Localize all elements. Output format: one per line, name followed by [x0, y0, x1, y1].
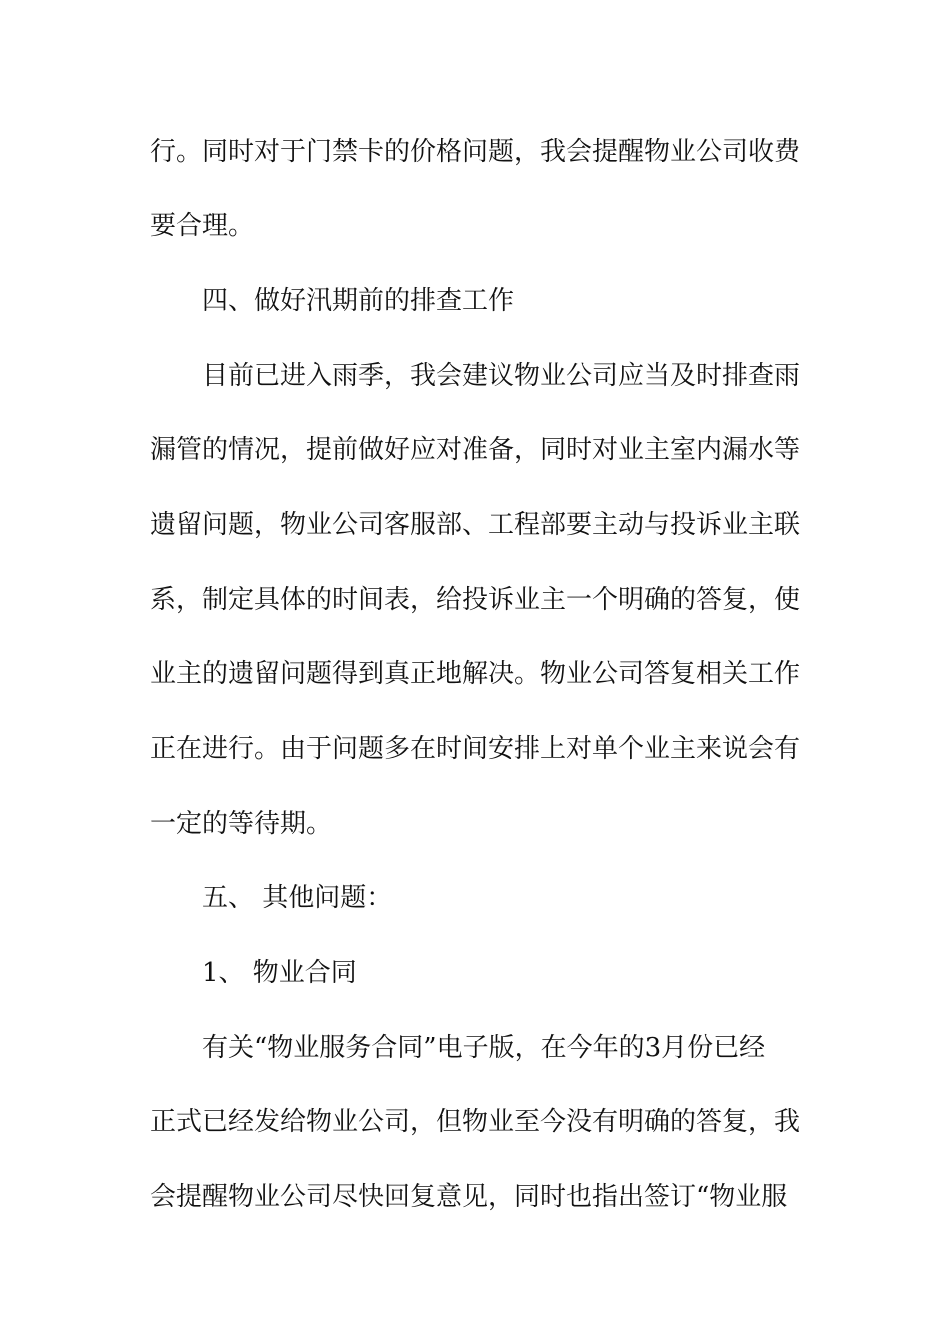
- section-heading: 五、 其他问题：: [202, 883, 393, 913]
- paragraph-line: 系，制定具体的时间表，给投诉业主一个明确的答复，使: [150, 585, 801, 615]
- paragraph-line: 要合理。: [150, 211, 255, 241]
- paragraph-line: 目前已进入雨季，我会建议物业公司应当及时排查雨: [202, 361, 801, 391]
- section-heading: 四、做好汛期前的排查工作: [202, 286, 515, 316]
- paragraph-line: 行。同时对于门禁卡的价格问题，我会提醒物业公司收费: [150, 137, 801, 167]
- paragraph-line: 正在进行。由于问题多在时间安排上对单个业主来说会有: [150, 734, 801, 764]
- paragraph-line: 业主的遗留问题得到真正地解决。物业公司答复相关工作: [150, 659, 801, 689]
- paragraph-line: 遗留问题，物业公司客服部、工程部要主动与投诉业主联: [150, 510, 801, 540]
- paragraph-line: 正式已经发给物业公司，但物业至今没有明确的答复，我: [150, 1107, 801, 1137]
- subsection-heading: 1、 物业合同: [202, 958, 357, 988]
- paragraph-line: 会提醒物业公司尽快回复意见，同时也指出签订“物业服: [150, 1182, 788, 1212]
- paragraph-line: 有关“物业服务合同”电子版，在今年的3月份已经: [202, 1033, 766, 1063]
- paragraph-line: 一定的等待期。: [150, 809, 333, 839]
- paragraph-line: 漏管的情况，提前做好应对准备，同时对业主室内漏水等: [150, 435, 801, 465]
